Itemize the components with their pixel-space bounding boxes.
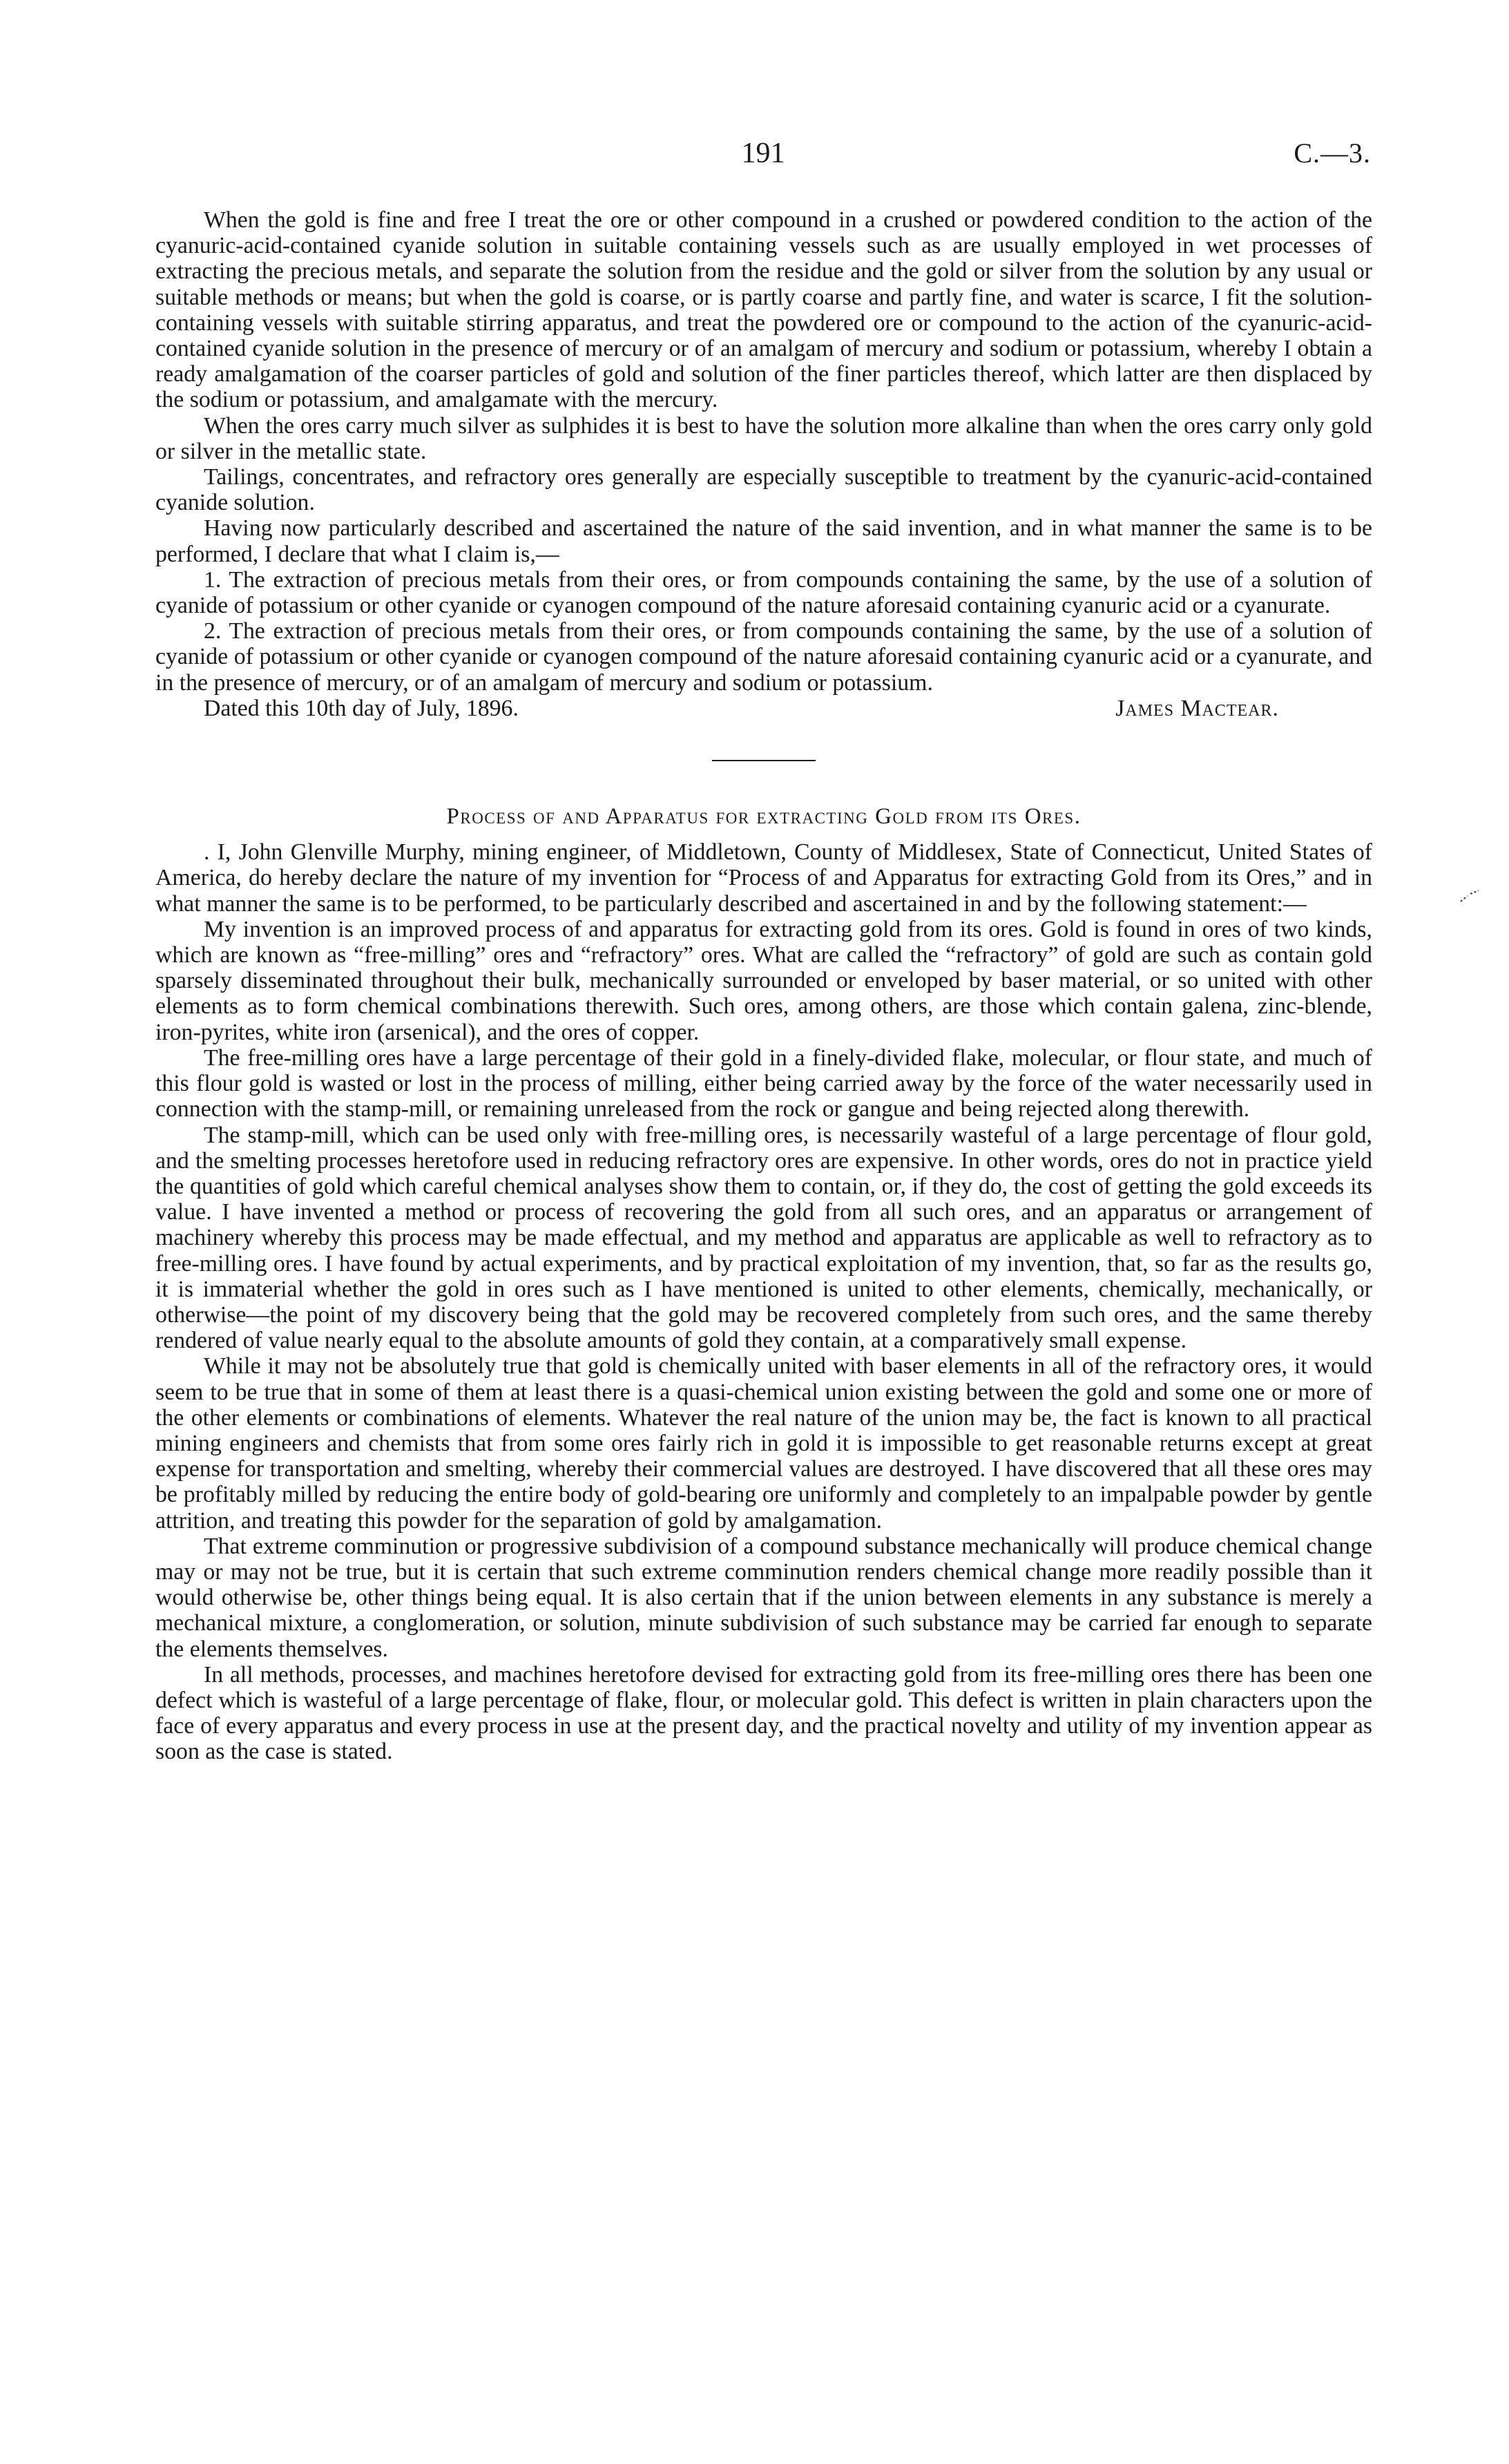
specification-murphy (155, 804, 1372, 1765)
body-paragraph: . I, John Glenville Murphy, mining engineer, of Middletown, County of Middlesex, State of Connecticut, United States of America, do hereby declare the nature of my invention for “Process of and Apparatus for extracting Gold from its Ores,” and in what manner the same is to be performed, to be particularly described and ascertained in and by the following statement:— (155, 839, 1372, 917)
page-number: 191 (741, 137, 785, 169)
body-paragraph: The stamp-mill, which can be used only with free-milling ores, is necessarily wasteful of a large percentage of flour gold, and the smelting processes heretofore used in reducing refractory ores are expensive. In other words, ores do not in practice yield the quantities of gold which careful chemical analyses show them to contain, or, if they do, the cost of getting the gold exceeds its value. I have invented a method or process of recovering the gold from all such ores, and an apparatus or arrangement of machinery whereby this process may be made effectual, and my method and apparatus are applicable as well to refractory as to free-milling ores. I have found by actual experiments, and by practical exploitation of my invention, that, so far as the results go, it is immaterial whether the gold in ores such as I have mentioned is united to other elements, chemically, mechanically, or otherwise—the point of my discovery being that the gold may be recovered completely from such ores, and the same thereby rendered of value nearly equal to the absolute amounts of gold they contain, at a comparatively small expense. (155, 1122, 1372, 1354)
document-body (155, 207, 1372, 1765)
body-paragraph: Tailings, concentrates, and refractory ores generally are especially susceptible to treatment by the cyanuric-acid-contained cyanide solution. (155, 464, 1372, 516)
claim-2: 2. The extraction of precious metals from their ores, or from compounds containing the same, by the use of a solution of cyanide of potassium or other cyanide or cyanogen compound of the nature aforesaid containing cyanuric acid or a cyanurate, and in the presence of mercury, or of an amalgam of mercury and sodium or potassium. (155, 618, 1372, 696)
body-paragraph: Having now particularly described and ascertained the nature of the said invention, and in what manner the same is to be performed, I declare that what I claim is,— (155, 515, 1372, 567)
body-paragraph: The free-milling ores have a large percentage of their gold in a finely-divided flake, molecular, or flour state, and much of this flour gold is wasted or lost in the process of milling, either being carried away by the force of the water necessarily used in connection with the stamp-mill, or remaining unreleased from the rock or gangue and being rejected along therewith. (155, 1044, 1372, 1123)
document-reference: C.—3. (1294, 137, 1371, 169)
page-header (155, 137, 1371, 178)
section-divider (712, 760, 816, 761)
section-title: Process of and Apparatus for extracting Gold from its Ores. (446, 804, 1082, 830)
body-paragraph: While it may not be absolutely true that gold is chemically united with baser elements in all of the refractory ores, it would seem to be true that in some of them at least there is a quasi-chemical union existing between the gold and some one or more of the other elements or combinations of elements. Whatever the real nature of the union may be, the fact is known to all practical mining engineers and chemists that from some ores fairly rich in gold it is impossible to get reasonable returns except at great expense for transportation and smelting, whereby their commercial values are destroyed. I have discovered that all these ores may be profitably milled by reducing the entire body of gold-bearing ore uniformly and completely to an impalpable powder by gentle attrition, and treating this powder for the separation of gold by amalgamation. (155, 1353, 1372, 1534)
body-paragraph: When the gold is fine and free I treat the ore or other compound in a crushed or powdered condition to the action of the cyanuric-acid-contained cyanide solution in suitable containing vessels such as are usually employed in wet processes of extracting the precious metals, and separate the solution from the residue and the gold or silver from the solution by any usual or suitable methods or means; but when the gold is coarse, or is partly coarse and partly fine, and water is scarce, I fit the solution-containing vessels with suitable stirring apparatus, and treat the powdered ore or compound to the action of the cyanuric-acid-contained cyanide solution in the presence of mercury or of an amalgam of mercury and sodium or potassium, whereby I obtain a ready amalgamation of the coarser particles of gold and solution of the finer particles thereof, which latter are then displaced by the sodium or potassium, and amalgamate with the mercury. (155, 207, 1372, 413)
specification-mactear (155, 207, 1372, 721)
body-paragraph: In all methods, processes, and machines heretofore devised for extracting gold from its free-milling ores there has been one defect which is wasteful of a large percentage of flake, flour, or molecular gold. This defect is written in plain characters upon the face of every apparatus and every process in use at the present day, and the practical novelty and utility of my invention appear as soon as the case is stated. (155, 1661, 1372, 1765)
body-paragraph: My invention is an improved process of and apparatus for extracting gold from its ores. Gold is found in ores of two kinds, which are known as “free-milling” ores and “refractory” ores. What are called the “refractory” of gold are such as contain gold sparsely disseminated throughout their bulk, mechanically surrounded or enveloped by baser material, or so united with other elements as to form chemical combinations therewith. Such ores, among others, are those which contain galena, zinc-blende, iron-pyrites, white iron (arsenical), and the ores of copper. (155, 916, 1372, 1045)
body-paragraph: When the ores carry much silver as sulphides it is best to have the solution more alkaline than when the ores carry only gold or silver in the metallic state. (155, 412, 1372, 464)
signature: James Mactear. (1115, 695, 1279, 721)
claim-1: 1. The extraction of precious metals from their ores, or from compounds containing the same, by the use of a solution of cyanide of potassium or other cyanide or cyanogen compound of the nature aforesaid containing cyanuric acid or a cyanurate. (155, 566, 1372, 619)
body-paragraph: That extreme comminution or progressive subdivision of a compound substance mechanically will produce chemical change may or may not be true, but it is certain that such extreme comminution renders chemical change more readily possible than it would otherwise be, other things being equal. It is also certain that if the union between elements in any substance is merely a mechanical mixture, a conglomeration, or solution, minute subdivision of such substance may be carried far enough to separate the elements themselves. (155, 1533, 1372, 1662)
date-signature-line (155, 696, 1372, 721)
margin-mark (1459, 889, 1480, 903)
date-line: Dated this 10th day of July, 1896. (204, 695, 519, 721)
